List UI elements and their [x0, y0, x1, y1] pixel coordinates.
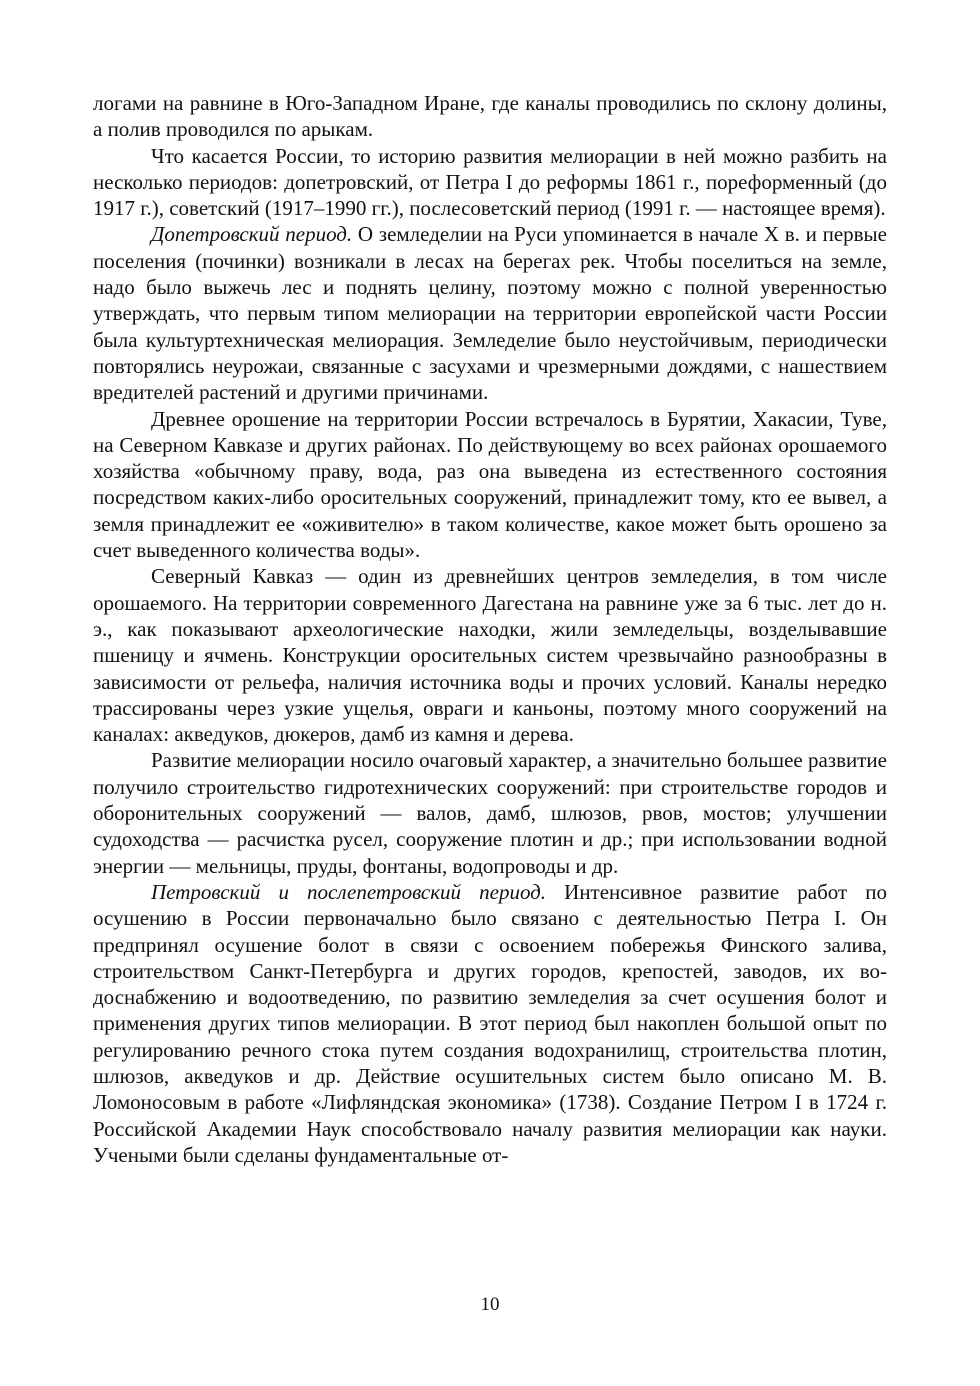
paragraph-6 [93, 747, 887, 878]
paragraph-3 [93, 221, 887, 405]
page-number: 10 [480, 1294, 500, 1315]
paragraph-5 [93, 563, 887, 747]
paragraph-5-text: Северный Кавказ — один из древнейших центров земледелия, в том числе орошаемого. На территории современного Дагестана на равнине уже за 6 тыс. лет до н. э., как показывают археологические находки, жили земледельцы, возделывавшие пшеницу и ячмень. Конструкции оросительных систем чрезвычайно разнообразны в зависимости от рельефа, наличия источника воды и прочих условий. Каналы нередко трассированы через узкие ущелья, овраги и каньоны, поэтому много сооружений на каналах: акведуков, дюкеров, дамб из камня и дерева. [93, 564, 887, 747]
paragraph-4 [93, 406, 887, 564]
paragraph-3-text: О земледелии на Руси упоминается в начале X в. и первые поселения (починки) возникали в лесах на берегах рек. Чтобы поселиться на земле, надо было выжечь лес и поднять целину, поэтому можно с полной уверенностью утверждать, что первым типом мелиорации на территории европейской части России была культуртехническая мелиорация. Земледелие было неустойчивым, периодически повторялись неурожаи, связанные с засухами и чрезмерными дождями, с нашествием вредителей растений и другими причинами. [93, 222, 887, 405]
paragraph-4-text: Древнее орошение на территории России встречалось в Бурятии, Хакасии, Туве, на Северном Кавказе и других районах. По действующему во всех районах орошаемого хозяйства «обычному праву, вода, раз она выведена из естественного состояния посредством каких-либо оросительных сооружений, принадлежит тому, кто ее вывел, а земля принадлежит ее «оживителю» в таком количестве, какое может быть орошено за счет выведенного количества воды». [93, 406, 887, 563]
paragraph-7-lead: Петровский и послепетровский период. [151, 879, 547, 904]
paragraph-1 [93, 90, 887, 143]
page-body [93, 90, 887, 1168]
paragraph-7-text: Интенсивное развитие работ по осушению в России первоначально было связано с деятельностью Петра I. Он предпринял осушение болот в связи с освоением побережья Финского залива, строительством Санкт-Петербурга и других городов, крепостей, заводов, их водоснабжению и водоотведению, по развитию земледелия за счет осушения болот и применения других типов мелиорации. В этот период был накоплен большой опыт по регулированию речного стока путем создания водохранилищ, строительства плотин, шлюзов, акведуков и др. Действие осушительных систем было описано М. В. Ломоносовым в работе «Лифляндская экономика» (1738). Создание Петром I в 1724 г. Российской Академии Наук способствовало началу развития мелиорации как науки. Учеными были сделаны фундаментальные от- [93, 879, 887, 1167]
paragraph-6-text: Развитие мелиорации носило очаговый характер, а значительно большее развитие получило строительство гидротехнических сооружений: при строительстве городов и оборонительных сооружений — валов, дамб, шлюзов, рвов, мостов; улучшении судоходства — расчистка русел, сооружение плотин и др.; при использовании водной энергии — мельницы, пруды, фонтаны, водопроводы и др. [93, 748, 887, 878]
paragraph-2-text: Что касается России, то историю развития мелиорации в ней можно разбить на несколько периодов: допетровский, от Петра I до реформы 1861 г., пореформенный (до 1917 г.), советский (1917–1990 гг.), послесоветский период (1991 г. — настоящее время). [93, 143, 887, 221]
paragraph-1-text: логами на равнине в Юго-Западном Иране, где каналы проводились по склону долины, а полив проводился по арыкам. [93, 91, 887, 142]
paragraph-3-lead: Допетровский период. [151, 222, 353, 247]
paragraph-7 [93, 879, 887, 1168]
paragraph-2 [93, 143, 887, 222]
